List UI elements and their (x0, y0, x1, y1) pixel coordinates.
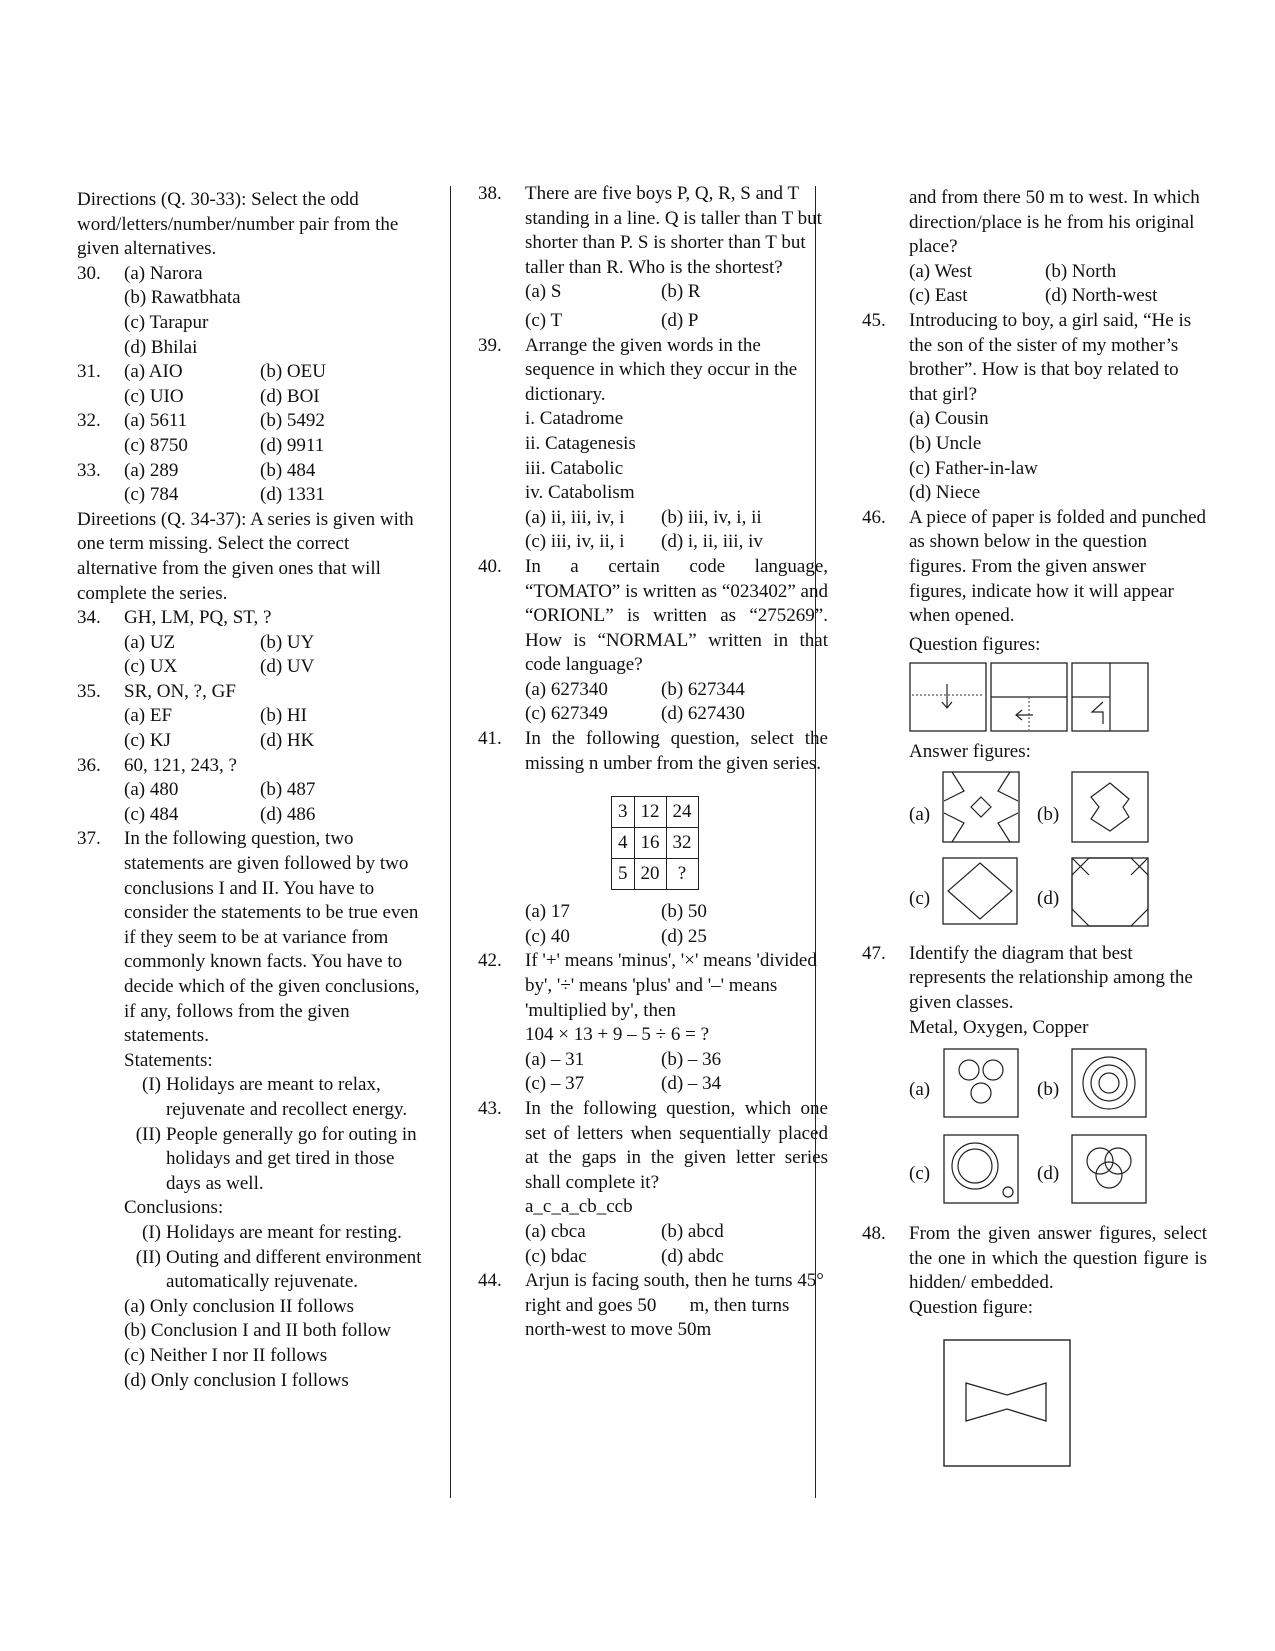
option-a: (a) UZ (124, 631, 176, 653)
answer-figure-d (1071, 857, 1149, 927)
statement-1: (I) Holidays are meant to relax, rejuvenate and recollect energy. (142, 1074, 408, 1120)
option-b: (b) UY (260, 631, 315, 653)
question-35: 35. SR, ON, ?, GF (a) EF (b) HI (c) KJ (d) HK (77, 680, 432, 754)
grid-cell: 5 (612, 859, 635, 890)
question-43: 43. In the following question, which one set of letters when sequentially placed at the gaps in the given letter series shall complete it? a_c_a_cb_ccb (a) cbca (b) abcd (c) bdac (d) abdc (478, 1097, 828, 1269)
conclusions-heading: Conclusions: (124, 1197, 224, 1219)
directions-30-33: Directions (Q. 30-33): Select the odd word/letters/number/number pair from the given alternatives. (77, 189, 399, 260)
word-ii: ii. Catagenesis (525, 432, 636, 454)
question-text: Introducing to boy, a girl said, “He is the son of the sister of my mother’s brother”. How is that boy related to that girl? (909, 309, 1192, 405)
grid-cell: 20 (634, 859, 666, 890)
answer-figures-label: Answer figures: (909, 741, 1031, 763)
question-text: Identify the diagram that best represents the relationship among the given classes. (909, 942, 1193, 1014)
option-d: (d) abdc (661, 1245, 724, 1267)
option-a: (a) Cousin (909, 408, 989, 430)
option-a: (a) ii, iii, iv, i (525, 506, 625, 528)
option-b: (b) abcd (661, 1220, 724, 1242)
option-b: (b) 487 (260, 779, 316, 801)
option-d: (d) BOI (260, 385, 320, 407)
question-figures-label: Question figures: (909, 633, 1041, 655)
venn-option-a (943, 1048, 1019, 1118)
option-a-label: (a) (909, 803, 931, 825)
option-a-label: (a) (909, 1079, 931, 1101)
option-b: (b) iii, iv, i, ii (661, 506, 762, 528)
option-b: (b) Rawatbhata (124, 287, 241, 309)
question-text: In the following question, two statements are given followed by two conclusions I and II. You have to consider the statements to be true even if they seem to be at variance from commonly known facts. You have to decide which of the given conclusions, if any, follows from the given statements. (124, 828, 420, 1047)
question-text: In the following question, which one set of letters when sequentially placed at the gaps in the given letter series shall complete it? (525, 1098, 828, 1193)
option-c: (c) 784 (124, 484, 179, 506)
option-a: (a) S (525, 281, 562, 303)
question-text: If '+' means 'minus', '×' means 'divided by', '÷' means 'plus' and '–' means 'multiplied by', then (525, 950, 817, 1021)
column-right (862, 186, 1207, 1467)
answer-figure-b (1071, 771, 1149, 843)
question-text: Arjun is facing south, then he turns 45° right and goes 50 m, then turns north-west to move 50m (525, 1270, 829, 1341)
option-c: (c) 627349 (525, 703, 608, 725)
question-34: 34. GH, LM, PQ, ST, ? (a) UZ (b) UY (c) UX (d) UV (77, 606, 432, 680)
option-a: (a) AIO (124, 361, 183, 383)
paper-fold-question-figures (909, 662, 1149, 734)
question-46: 46. A piece of paper is folded and punched as shown below in the question figures. From the given answer figures, indicate how it will appear when opened. Question figures: Answer figures: (a) (b) (c) (d) (862, 506, 1207, 936)
question-text: 60, 121, 243, ? (124, 754, 237, 776)
answer-figure-a (942, 771, 1020, 843)
option-c: (c) Neither I nor II follows (124, 1344, 328, 1366)
option-b-label: (b) (1037, 1079, 1060, 1101)
grid-cell: 24 (666, 797, 698, 828)
option-d: (d) 25 (661, 925, 707, 947)
option-b: (b) Conclusion I and II both follow (124, 1320, 392, 1342)
option-b: (b) Uncle (909, 432, 982, 454)
question-text: In a certain code language, “TOMATO” is written as “023402” and “ORIONL” is written as “275269”. How is “NORMAL” written in that code language? (525, 555, 828, 676)
directions-34-37: Direetions (Q. 34-37): A series is given with one term missing. Select the correct alternative from the given ones that will complete the series. (77, 508, 414, 604)
venn-option-c (943, 1134, 1019, 1204)
option-d: (d) 9911 (260, 434, 325, 456)
conclusion-1: (I) Holidays are meant for resting. (142, 1221, 402, 1243)
fold-step-1 (910, 663, 986, 731)
option-c: (c) – 37 (525, 1073, 585, 1095)
option-b: (b) 50 (661, 901, 707, 923)
option-a: (a) EF (124, 705, 173, 727)
question-30: 30. (a) Narora (b) Rawatbhata (c) Tarapur (d) Bhilai (77, 262, 432, 360)
option-c: (c) 40 (525, 925, 570, 947)
classes: Metal, Oxygen, Copper (909, 1016, 1089, 1038)
option-a: (a) 17 (525, 901, 570, 923)
answer-figures (909, 771, 1207, 936)
option-b: (b) – 36 (661, 1048, 722, 1070)
word-iv: iv. Catabolism (525, 482, 635, 504)
option-a: (a) West (909, 260, 973, 282)
question-38: 38. There are five boys P, Q, R, S and T standing in a line. Q is taller than T but shorter than P. S is shorter than T but taller than R. Who is the shortest? (a) S (b) R (c) T (d) P (478, 182, 828, 334)
option-d-label: (d) (1037, 1163, 1060, 1185)
option-d: (d) Niece (909, 482, 981, 504)
option-c: (c) 8750 (124, 434, 188, 456)
option-d: (d) i, ii, iii, iv (661, 531, 763, 553)
question-44-continued (862, 186, 1207, 309)
grid-cell: 4 (612, 828, 635, 859)
option-c: (c) KJ (124, 730, 171, 752)
option-b: (b) OEU (260, 361, 326, 383)
option-c: (c) bdac (525, 1245, 587, 1267)
question-text: There are five boys P, Q, R, S and T standing in a line. Q is taller than T but shorter than P. S is shorter than T but taller than R. Who is the shortest? (525, 183, 822, 278)
option-c: (c) Father-in-law (909, 457, 1038, 479)
question-31: 31. (a) AIO (b) OEU (c) UIO (d) BOI (77, 360, 432, 409)
question-42: 42. If '+' means 'minus', '×' means 'divided by', '÷' means 'plus' and '–' means 'multiplied by', then 104 × 13 + 9 – 5 ÷ 6 = ? (a) – 31 (b) – 36 (c) – 37 (d) – 34 (478, 949, 828, 1097)
option-c-label: (c) (909, 1163, 931, 1185)
option-c: (c) 484 (124, 803, 179, 825)
question-48: 48. From the given answer figures, select the one in which the question figure is hidden/ embedded. Question figure: (862, 1222, 1207, 1466)
option-a: (a) 5611 (124, 410, 188, 432)
option-c: (c) T (525, 309, 563, 331)
option-b: (b) 484 (260, 459, 316, 481)
conclusion-2: (II) Outing and different environment automatically rejuvenate. (135, 1246, 422, 1293)
option-d: (d) UV (260, 656, 315, 678)
option-c-label: (c) (909, 887, 931, 909)
column-middle (478, 182, 828, 1343)
question-36: 36. 60, 121, 243, ? (a) 480 (b) 487 (c) 484 (d) 486 (77, 754, 432, 828)
option-c: (c) iii, iv, ii, i (525, 531, 625, 553)
grid-cell: 32 (666, 828, 698, 859)
option-d: (d) 1331 (260, 484, 325, 506)
option-a: (a) – 31 (525, 1048, 585, 1070)
option-d: (d) North-west (1045, 285, 1158, 307)
venn-option-d (1071, 1134, 1147, 1204)
option-a: (a) 480 (124, 779, 179, 801)
question-text: A piece of paper is folded and punched as shown below in the question figures. From the given answer figures, indicate how it will appear when opened. (909, 506, 1207, 627)
option-d: (d) 627430 (661, 703, 745, 725)
question-44: 44. Arjun is facing south, then he turns 45° right and goes 50 m, then turns north-west to move 50m (478, 1269, 828, 1343)
question-32: 32. (a) 5611 (b) 5492 (c) 8750 (d) 9911 (77, 409, 432, 458)
column-left (77, 188, 432, 1393)
question-text: Arrange the given words in the sequence in which they occur in the dictionary. (525, 334, 798, 405)
answer-figures (909, 1048, 1207, 1214)
option-d: (d) HK (260, 730, 315, 752)
option-d: (d) – 34 (661, 1073, 722, 1095)
option-b: (b) 5492 (260, 410, 325, 432)
option-d: (d) Bhilai (124, 336, 198, 358)
option-b-label: (b) (1037, 803, 1060, 825)
question-41: 41. In the following question, select the missing n umber from the given series. 3 12 24 4 16 32 5 20 ? (a) 17 (b) 50 (c) 40 (d) 25 (478, 727, 828, 949)
option-c: (c) UX (124, 656, 178, 678)
grid-cell: 3 (612, 797, 635, 828)
answer-figure-c (942, 857, 1018, 925)
question-text: and from there 50 m to west. In which direction/place is he from his original place? (909, 187, 1200, 258)
word-iii: iii. Catabolic (525, 457, 624, 479)
letter-series: a_c_a_cb_ccb (525, 1196, 633, 1218)
option-a: (a) Narora (124, 262, 203, 284)
grid-cell: 16 (634, 828, 666, 859)
option-c: (c) Tarapur (124, 311, 209, 333)
option-b: (b) North (1045, 260, 1117, 282)
option-d-label: (d) (1037, 887, 1060, 909)
venn-option-b (1071, 1048, 1147, 1118)
option-b: (b) R (661, 281, 701, 303)
option-d: (d) Only conclusion I follows (124, 1369, 349, 1391)
question-text: In the following question, select the missing n umber from the given series. (525, 728, 828, 774)
option-d: (d) P (661, 309, 699, 331)
option-d: (d) 486 (260, 803, 316, 825)
statements-heading: Statements: (124, 1049, 213, 1071)
grid-cell: 12 (634, 797, 666, 828)
question-45: 45. Introducing to boy, a girl said, “He is the son of the sister of my mother’s brother”. How is that boy related to that girl? (a) Cousin (b) Uncle (c) Father-in-law (d) Niece (862, 309, 1207, 506)
column-divider-left (450, 186, 451, 1498)
option-c: (c) East (909, 285, 968, 307)
grid-cell: ? (666, 859, 698, 890)
option-b: (b) 627344 (661, 678, 745, 700)
embedded-question-figure (943, 1339, 1071, 1467)
option-c: (c) UIO (124, 385, 184, 407)
statement-2: (II) People generally go for outing in holidays and get tired in those days as well. (135, 1123, 417, 1194)
question-text: SR, ON, ?, GF (124, 680, 236, 702)
question-39: 39. Arrange the given words in the sequence in which they occur in the dictionary. i. Catadrome ii. Catagenesis iii. Catabolic iv. Catabolism (a) ii, iii, iv, i (b) iii, iv, i, ii (c) iii, iv, ii, i (d) i, ii, iii, iv (478, 334, 828, 555)
question-33: 33. (a) 289 (b) 484 (c) 784 (d) 1331 (77, 459, 432, 508)
question-figure-label: Question figure: (909, 1297, 1034, 1319)
number-grid (611, 796, 699, 890)
question-text: From the given answer figures, select the one in which the question figure is hidden/ embedded. (909, 1223, 1207, 1294)
option-a: (a) 627340 (525, 678, 608, 700)
word-i: i. Catadrome (525, 408, 624, 430)
option-b: (b) HI (260, 705, 307, 727)
option-a: (a) cbca (525, 1220, 586, 1242)
question-37: 37. In the following question, two statements are given followed by two conclusions I and II. You have to consider the statements to be true even if they seem to be at variance from commonly known facts. You have to decide which of the given conclusions, if any, follows from the given statements. Statements: (I) Holidays are meant to relax, rejuvenate and recollect energy. (II) People generally go for outing in holidays and get tired in those days as well. Conclusions: (I) Holidays are meant for resting. (II) Outing and different environment automatically rejuvenate. (a) Only conclusion II follows (b) Conclusion I and II both follow (c) Neither I nor II follows (d) Only conclusion I follows (77, 827, 432, 1393)
expression: 104 × 13 + 9 – 5 ÷ 6 = ? (525, 1024, 710, 1046)
question-text: GH, LM, PQ, ST, ? (124, 607, 272, 629)
option-a: (a) Only conclusion II follows (124, 1295, 355, 1317)
question-40: 40. In a certain code language, “TOMATO” is written as “023402” and “ORIONL” is written as “275269”. How is “NORMAL” written in that code language? (a) 627340 (b) 627344 (c) 627349 (d) 627430 (478, 555, 828, 727)
question-47: 47. Identify the diagram that best represents the relationship among the given classes. Metal, Oxygen, Copper (a) (b) (c) (d) (862, 942, 1207, 1214)
option-a: (a) 289 (124, 459, 179, 481)
